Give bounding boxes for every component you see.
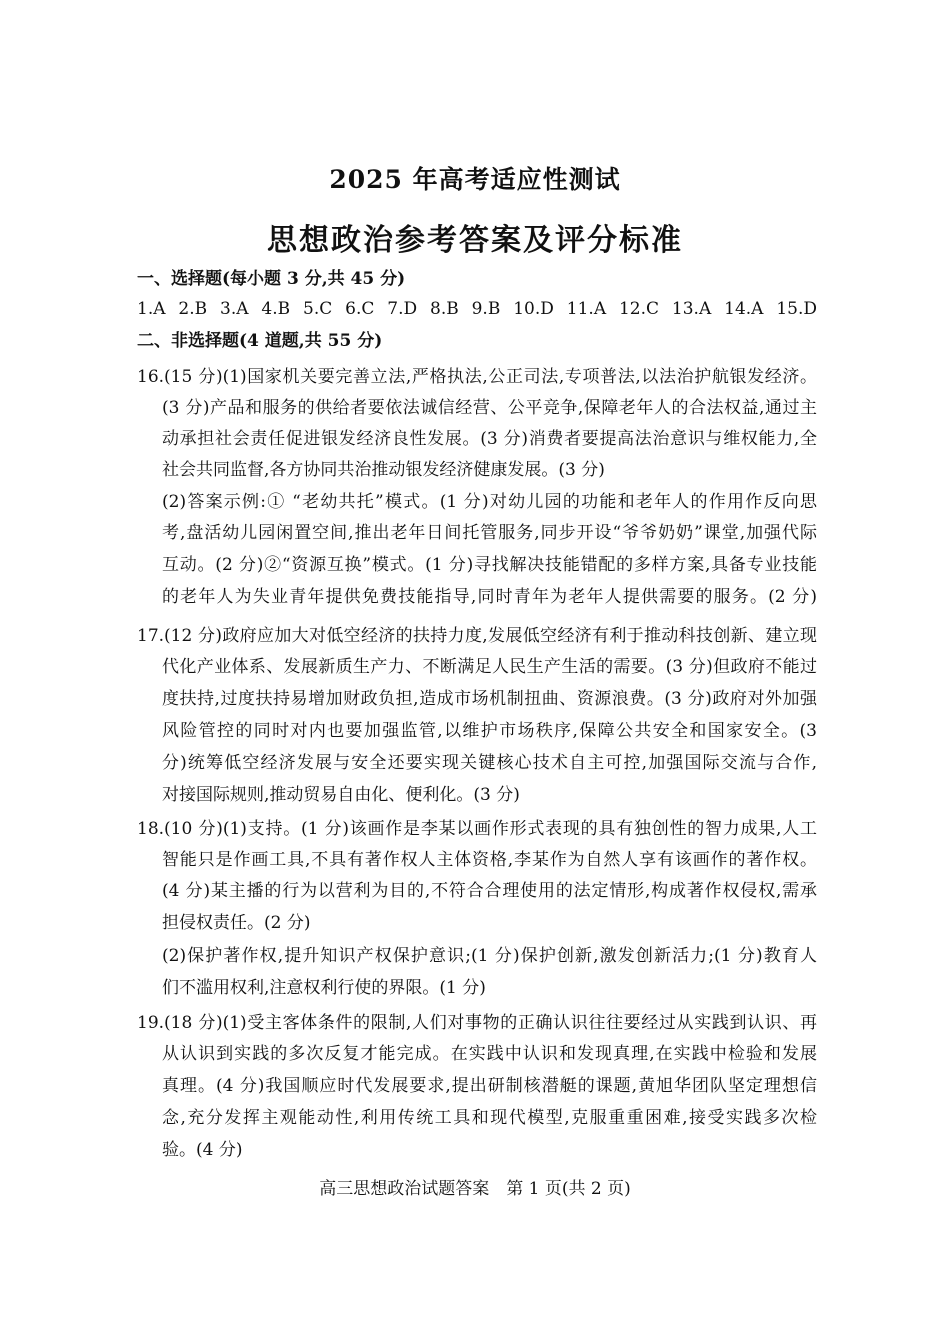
answer-line: 分)统筹低空经济发展与安全还要实现关键核心技术自主可控,加强国际交流与合作,: [162, 753, 817, 773]
answer-line: 从认识到实践的多次反复才能完成。在实践中认识和发现真理,在实践中检验和发展: [162, 1044, 817, 1064]
answer-line: 代化产业体系、发展新质生产力、不断满足人民生产生活的需要。(3 分)但政府不能过: [162, 657, 817, 677]
mc-answer: 15.D: [776, 299, 817, 319]
mc-answer: 13.A: [671, 299, 712, 319]
section2-heading: 二、非选择题(4 道题,共 55 分): [137, 331, 383, 351]
multiple-choice-answers: [137, 298, 817, 320]
exam-title: 2025 年高考适应性测试: [329, 165, 621, 194]
answer-line: 们不滥用权利,注意权利行使的界限。(1 分): [162, 978, 486, 998]
answer-line: 风险管控的同时对内也要加强监管,以维护市场秩序,保障公共安全和国家安全。(3: [162, 721, 817, 741]
mc-answer: 8.B: [430, 299, 459, 319]
answer-line: 对接国际规则,推动贸易自由化、便利化。(3 分): [162, 785, 520, 805]
mc-answer: 10.D: [513, 299, 554, 319]
answer-line: 动承担社会责任促进银发经济良性发展。(3 分)消费者要提高法治意识与维权能力,全: [162, 429, 817, 449]
answer-line: (4 分)某主播的行为以营利为目的,不符合合理使用的法定情形,构成著作权侵权,需承: [162, 881, 817, 901]
mc-answer: 1.A: [137, 299, 166, 319]
answer-line: 16.(15 分)(1)国家机关要完善立法,严格执法,公正司法,专项普法,以法治护航银发经济。: [137, 367, 817, 387]
answer-line: 互动。(2 分)②“资源互换”模式。(1 分)寻找解决技能错配的多样方案,具备专业技能: [162, 555, 817, 575]
mc-answer: 4.B: [261, 299, 291, 319]
mc-answer: 3.A: [220, 299, 249, 319]
answer-line: 担侵权责任。(2 分): [162, 913, 311, 933]
mc-answer: 2.B: [178, 299, 208, 319]
answer-line: 念,充分发挥主观能动性,利用传统工具和现代模型,克服重重困难,接受实践多次检: [162, 1108, 817, 1128]
answer-line: 17.(12 分)政府应加大对低空经济的扶持力度,发展低空经济有利于推动科技创新、建立现: [137, 626, 817, 646]
mc-answer: 5.C: [303, 299, 333, 319]
answer-line: 的老年人为失业青年提供免费技能指导,同时青年为老年人提供需要的服务。(2 分): [162, 587, 817, 607]
mc-answer: 11.A: [566, 299, 607, 319]
answer-line: 18.(10 分)(1)支持。(1 分)该画作是李某以画作形式表现的具有独创性的智力成果,人工: [137, 819, 817, 839]
answer-line: 考,盘活幼儿园闲置空间,推出老年日间托管服务,同步开设“爷爷奶奶”课堂,加强代际: [162, 523, 817, 543]
answer-line: (3 分)产品和服务的供给者要依法诚信经营、公平竞争,保障老年人的合法权益,通过主: [162, 398, 817, 418]
page-footer: 高三思想政治试题答案 第 1 页(共 2 页): [319, 1179, 631, 1199]
answer-line: (2)保护著作权,提升知识产权保护意识;(1 分)保护创新,激发创新活力;(1 分)教育人: [162, 946, 817, 966]
mc-answer: 9.B: [471, 299, 501, 319]
answer-line: 社会共同监督,各方协同共治推动银发经济健康发展。(3 分): [162, 460, 605, 480]
mc-answer: 7.D: [387, 299, 418, 319]
answer-line: 智能只是作画工具,不具有著作权人主体资格,李某作为自然人享有该画作的著作权。: [162, 850, 817, 870]
mc-answer: 12.C: [618, 299, 660, 319]
section1-heading: 一、选择题(每小题 3 分,共 45 分): [137, 269, 406, 289]
answer-line: 验。(4 分): [162, 1140, 243, 1160]
document-subtitle: 思想政治参考答案及评分标准: [267, 223, 683, 258]
answer-line: (2)答案示例:① “老幼共托”模式。(1 分)对幼儿园的功能和老年人的作用作反向思: [162, 492, 817, 512]
answer-line: 真理。(4 分)我国顺应时代发展要求,提出研制核潜艇的课题,黄旭华团队坚定理想信: [162, 1076, 817, 1096]
answer-line: 19.(18 分)(1)受主客体条件的限制,人们对事物的正确认识往往要经过从实践到认识、再: [137, 1013, 817, 1033]
mc-answer: 6.C: [345, 299, 375, 319]
mc-answer: 14.A: [724, 299, 764, 319]
answer-line: 度扶持,过度扶持易增加财政负担,造成市场机制扭曲、资源浪费。(3 分)政府对外加强: [162, 689, 817, 709]
